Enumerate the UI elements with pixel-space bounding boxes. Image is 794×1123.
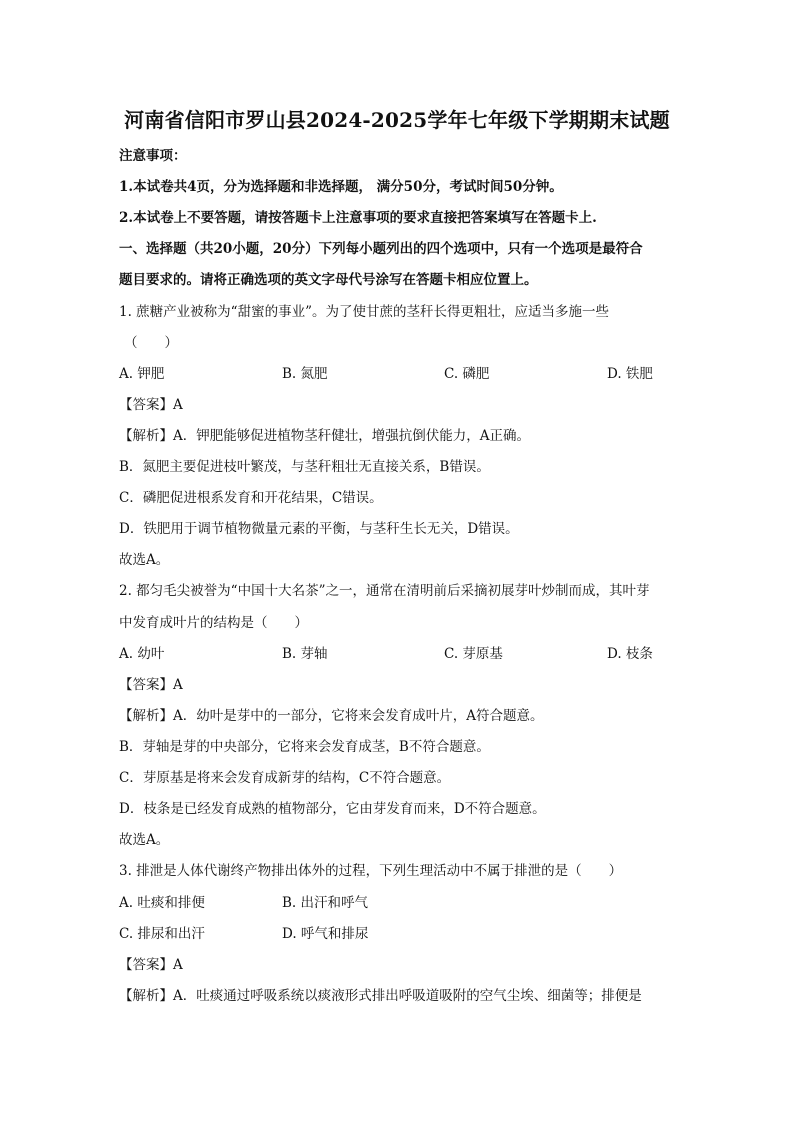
analysis-line: 【解析】A．吐痰通过呼吸系统以痰液形式排出呼吸道吸附的空气尘埃、细菌等；排便是 [119, 988, 642, 1004]
answer-blank: （ ） [124, 335, 178, 351]
answer-line: 【答案】A [119, 957, 183, 973]
answer-line: 【答案】A [119, 397, 183, 413]
option-a: A. 吐痰和排便 [119, 895, 205, 911]
option-d: D. 枝条 [607, 646, 653, 662]
option-b: B. 氮肥 [282, 366, 328, 382]
option-c: C. 排尿和出汗 [119, 926, 205, 942]
analysis-line: D．枝条是已经发育成熟的植物部分，它由芽发育而来，D不符合题意。 [119, 801, 546, 817]
section-instruction: 题目要求的。请将正确选项的英文字母代号涂写在答题卡相应位置上。 [119, 272, 538, 288]
option-c: C. 磷肥 [444, 366, 490, 382]
option-d: D. 呼气和排尿 [282, 926, 369, 942]
answer-line: 【答案】A [119, 677, 183, 693]
question-stem: 3. 排泄是人体代谢终产物排出体外的过程，下列生理活动中不属于排泄的是（ ） [119, 863, 623, 879]
notice-item: 2.本试卷上不要答题，请按答题卡上注意事项的要求直接把答案填写在答题卡上. [119, 210, 597, 226]
question-stem: 1. 蔗糖产业被称为“甜蜜的事业”。为了使甘蔗的茎秆长得更粗壮，应适当多施一些 [119, 304, 609, 320]
section-instruction: 一、选择题（共20小题，20分）下列每小题列出的四个选项中，只有一个选项是最符合 [119, 241, 643, 257]
analysis-line: 【解析】A．钾肥能够促进植物茎秆健壮，增强抗倒伏能力，A正确。 [119, 428, 530, 444]
option-b: B. 芽轴 [282, 646, 328, 662]
analysis-line: C．芽原基是将来会发育成新芽的结构，C不符合题意。 [119, 770, 451, 786]
analysis-line: 故选A。 [119, 552, 170, 568]
analysis-line: 故选A。 [119, 832, 170, 848]
notice-item: 1.本试卷共4页，分为选择题和非选择题， 满分50分，考试时间50分钟。 [119, 179, 563, 195]
question-stem: 中发育成叶片的结构是（ ） [119, 615, 308, 631]
option-a: A. 钾肥 [119, 366, 165, 382]
question-stem: 2. 都匀毛尖被誉为“中国十大名茶”之一，通常在清明前后采摘初展芽叶炒制而成，其叶芽 [119, 583, 650, 599]
option-d: D. 铁肥 [607, 366, 653, 382]
analysis-line: B．氮肥主要促进枝叶繁茂，与茎秆粗壮无直接关系，B错误。 [119, 459, 490, 475]
analysis-line: B．芽轴是芽的中央部分，它将来会发育成茎，B不符合题意。 [119, 739, 490, 755]
notice-heading: 注意事项： [119, 148, 187, 164]
analysis-line: 【解析】A．幼叶是芽中的一部分，它将来会发育成叶片，A符合题意。 [119, 708, 544, 724]
option-c: C. 芽原基 [444, 646, 503, 662]
analysis-line: D．铁肥用于调节植物微量元素的平衡，与茎秆生长无关，D错误。 [119, 521, 519, 537]
option-b: B. 出汗和呼气 [282, 895, 369, 911]
option-a: A. 幼叶 [119, 646, 165, 662]
page-title: 河南省信阳市罗山县2024-2025学年七年级下学期期末试题 [124, 108, 670, 132]
analysis-line: C．磷肥促进根系发育和开花结果，C错误。 [119, 490, 383, 506]
